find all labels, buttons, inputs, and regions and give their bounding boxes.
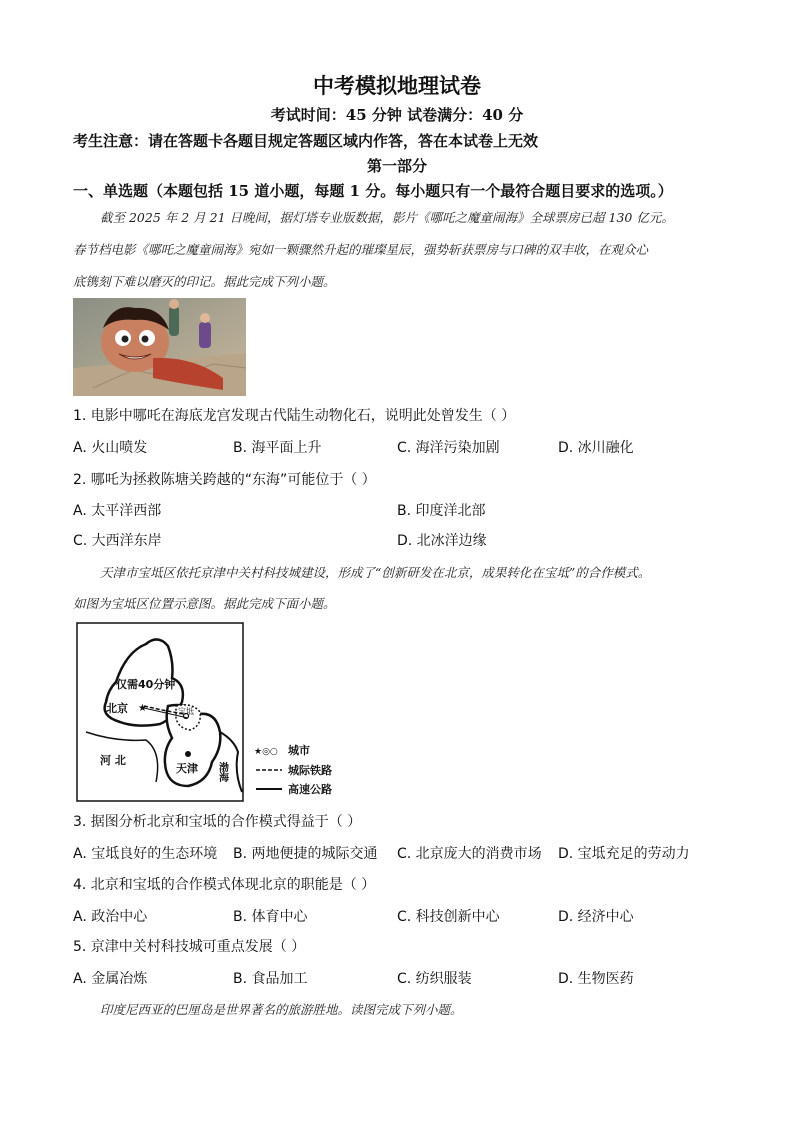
map-label-duration: 仅需40分钟 [116,678,176,691]
question-5-option-d[interactable]: D. 生物医药 [558,971,634,987]
question-1-stem: 1. 电影中哪吒在海底龙宫发现古代陆生动物化石，说明此处曾发生（ ） [73,408,516,424]
question-5-option-c[interactable]: C. 纺织服装 [397,971,472,987]
svg-text:★: ★ [138,703,147,714]
legend-city: 城市 [288,744,310,757]
passage3-line1: 印度尼西亚的巴厘岛是世界著名的旅游胜地。读图完成下列小题。 [100,1002,463,1017]
question-3-option-a[interactable]: A. 宝坻良好的生态环境 [73,846,218,862]
svg-text:★◎○: ★◎○ [254,747,278,757]
question-4-stem: 4. 北京和宝坻的合作模式体现北京的职能是（ ） [73,877,376,893]
passage1-line3: 底镌刻下难以磨灭的印记。据此完成下列小题。 [73,274,336,289]
question-2-option-a[interactable]: A. 太平洋西部 [73,503,162,519]
legend-railway: 城际铁路 [288,764,332,777]
baodi-location-map [76,622,348,802]
movie-still-image [73,298,246,396]
question-2-option-b[interactable]: B. 印度洋北部 [397,503,486,519]
passage1-line2: 春节档电影《哪吒之魔童闹海》宛如一颗骤然升起的璀璨星辰，强势斩获票房与口碑的双丰收，在观众心 [73,242,649,257]
question-4-option-a[interactable]: A. 政治中心 [73,909,148,925]
question-5-option-a[interactable]: A. 金属冶炼 [73,971,148,987]
question-5-stem: 5. 京津中关村科技城可重点发展（ ） [73,939,306,955]
passage2-line1: 天津市宝坻区依托京津中关村科技城建设，形成了“创新研发在北京，成果转化在宝坻”的合作模式。 [100,565,651,580]
question-2-stem: 2. 哪吒为拯救陈塘关跨越的“东海”可能位于（ ） [73,472,376,488]
question-2-option-d[interactable]: D. 北冰洋边缘 [397,533,487,549]
exam-title: 中考模拟地理试卷 [313,73,481,98]
question-4-option-b[interactable]: B. 体育中心 [233,909,308,925]
question-1-option-a[interactable]: A. 火山喷发 [73,440,148,456]
question-4-option-c[interactable]: C. 科技创新中心 [397,909,500,925]
map-label-baodi: 宝坻 [178,707,194,716]
question-3-option-c[interactable]: C. 北京庞大的消费市场 [397,846,542,862]
section-heading: 一、单选题（本题包括 15 道小题，每题 1 分。每小题只有一个最符合题目要求的选项。） [73,182,673,200]
question-1-option-d[interactable]: D. 冰川融化 [558,440,634,456]
question-1-option-b[interactable]: B. 海平面上升 [233,440,322,456]
question-4-option-d[interactable]: D. 经济中心 [558,909,634,925]
question-3-stem: 3. 据图分析北京和宝坻的合作模式得益于（ ） [73,814,362,830]
map-label-tianjin: 天津 [176,762,198,775]
legend-highway: 高速公路 [288,783,332,796]
question-3-option-d[interactable]: D. 宝坻充足的劳动力 [558,846,690,862]
map-label-beijing: 北京 [106,702,128,715]
map-label-hebei: 河 北 [100,754,126,767]
question-1-option-c[interactable]: C. 海洋污染加剧 [397,440,500,456]
candidate-notice: 考生注意：请在答题卡各题目规定答题区域内作答，答在本试卷上无效 [73,132,539,150]
exam-time-info: 考试时间：45 分钟 试卷满分：40 分 [270,106,524,124]
question-3-option-b[interactable]: B. 两地便捷的城际交通 [233,846,378,862]
passage1-line1: 截至 2025 年 2 月 21 日晚间，据灯塔专业版数据，影片《哪吒之魔童闹海》全球票房已超 130 亿元。 [100,210,674,225]
question-2-option-c[interactable]: C. 大西洋东岸 [73,533,162,549]
question-5-option-b[interactable]: B. 食品加工 [233,971,308,987]
map-label-bohai: 渤海 [216,762,228,782]
passage2-line2: 如图为宝坻区位置示意图。据此完成下面小题。 [73,596,336,611]
part-heading: 第一部分 [366,157,427,175]
